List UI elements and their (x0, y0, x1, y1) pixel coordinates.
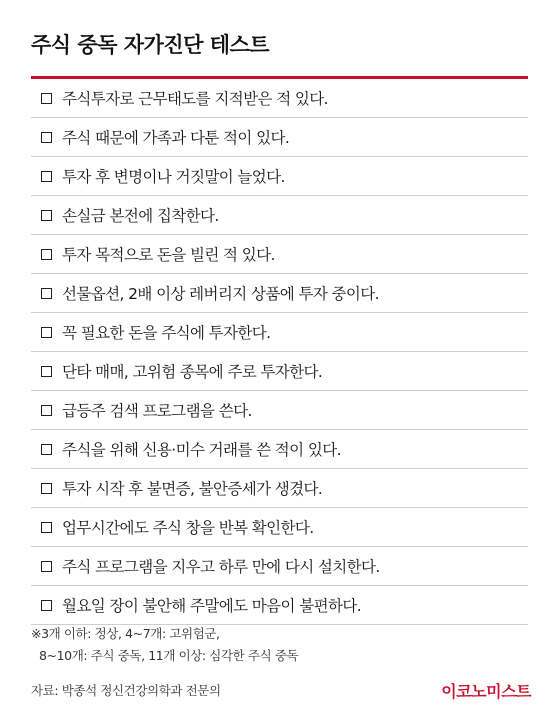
source-credit: 자료: 박종석 정신건강의학과 전문의 (31, 683, 221, 698)
list-item (31, 586, 528, 625)
item-text: 주식투자로 근무태도를 지적받은 적 있다. (62, 90, 328, 108)
checkbox-icon (41, 288, 52, 299)
checkbox-icon (41, 483, 52, 494)
checkbox-icon (41, 171, 52, 182)
item-text: 손실금 본전에 집착한다. (62, 207, 219, 225)
item-text: 주식 프로그램을 지우고 하루 만에 다시 설치한다. (62, 558, 380, 576)
item-text: 꼭 필요한 돈을 주식에 투자한다. (62, 324, 271, 342)
item-text: 투자 시작 후 불면증, 불안증세가 생겼다. (62, 480, 323, 498)
list-item (31, 469, 528, 508)
checkbox-icon (41, 444, 52, 455)
footnote (31, 623, 298, 667)
page-title: 주식 중독 자가진단 테스트 (31, 33, 270, 57)
item-text: 주식 때문에 가족과 다툰 적이 있다. (62, 129, 290, 147)
item-text: 투자 후 변명이나 거짓말이 늘었다. (62, 168, 285, 186)
checkbox-icon (41, 132, 52, 143)
checkbox-icon (41, 561, 52, 572)
list-item (31, 118, 528, 157)
item-text: 월요일 장이 불안해 주말에도 마음이 불편하다. (62, 597, 362, 615)
list-item (31, 235, 528, 274)
checkbox-icon (41, 93, 52, 104)
list-item (31, 391, 528, 430)
list-item (31, 274, 528, 313)
checkbox-icon (41, 327, 52, 338)
checkbox-icon (41, 249, 52, 260)
item-text: 급등주 검색 프로그램을 쓴다. (62, 402, 252, 420)
footnote-line-1: ※3개 이하: 정상, 4~7개: 고위험군, (31, 626, 220, 641)
list-item (31, 196, 528, 235)
checklist (31, 79, 528, 625)
list-item (31, 79, 528, 118)
checkbox-icon (41, 366, 52, 377)
publisher-logo: 이코노미스트 (441, 682, 531, 701)
item-text: 선물옵션, 2배 이상 레버리지 상품에 투자 중이다. (62, 285, 379, 303)
checkbox-icon (41, 522, 52, 533)
list-item (31, 352, 528, 391)
checkbox-icon (41, 405, 52, 416)
checkbox-icon (41, 210, 52, 221)
item-text: 투자 목적으로 돈을 빌린 적 있다. (62, 246, 275, 264)
list-item (31, 547, 528, 586)
item-text: 주식을 위해 신용·미수 거래를 쓴 적이 있다. (62, 441, 341, 459)
checkbox-icon (41, 600, 52, 611)
footnote-line-2: 8~10개: 주식 중독, 11개 이상: 심각한 주식 중독 (39, 648, 299, 663)
item-text: 단타 매매, 고위험 종목에 주로 투자한다. (62, 363, 323, 381)
list-item (31, 313, 528, 352)
list-item (31, 430, 528, 469)
list-item (31, 508, 528, 547)
list-item (31, 157, 528, 196)
item-text: 업무시간에도 주식 창을 반복 확인한다. (62, 519, 314, 537)
